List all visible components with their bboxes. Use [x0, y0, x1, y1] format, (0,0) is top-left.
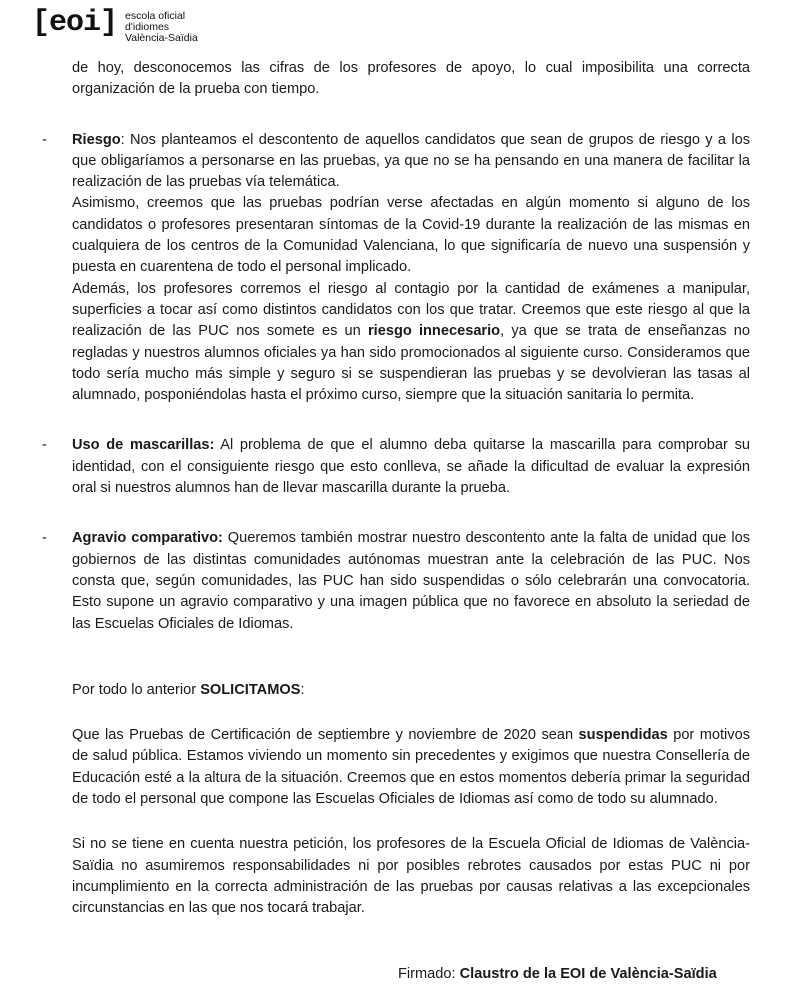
- solicitamos-prefix: Por todo lo anterior: [72, 681, 201, 698]
- riesgo-title: Riesgo: [72, 131, 121, 148]
- solicitamos-suffix: :: [300, 681, 305, 698]
- bullet-dash: -: [42, 131, 47, 148]
- riesgo-paragraph-2: [72, 193, 750, 278]
- agravio-text: Queremos también mostrar nuestro descontento ante la falta de unidad que los gobiernos de las distintas comunidades autónomas muestran ante la celebración de las PUC. Nos consta que, según comunidades, las PUC han sido suspendidas o sólo celebrarán una convocatoria. Esto supone un agravio comparativo y una imagen pública que no favorece en absoluto la seriedad de las Escuelas Oficiales de Idiomas.: [72, 530, 750, 632]
- intro-paragraph: [72, 58, 750, 101]
- mascarillas-title: Uso de mascarillas:: [72, 437, 215, 454]
- riesgo-text-3b: , ya que se trata de enseñanzas no regladas y nuestros alumnos oficiales ya han sido promocionados al siguiente curso. Consideramos que todo sería mucho más simple y seguro si se suspendieran las pruebas y se devolvieran las tasas al alumnado, posponiéndolas hasta el próximo curso, siempre que la situación sanitaria lo permita.: [72, 323, 750, 404]
- document-body: [42, 58, 751, 920]
- closing-paragraph: [72, 834, 750, 919]
- logo-line-2: d'idiomes: [125, 21, 170, 33]
- bullet-dash: -: [42, 437, 47, 454]
- agravio-paragraph: [72, 528, 750, 634]
- section-agravio: [42, 528, 750, 634]
- section-mascarillas: [42, 435, 750, 499]
- closing-text: Si no se tiene en cuenta nuestra petición, los profesores de la Escuela Oficial de Idiomas de València-Saïdia no asumiremos responsabilidades ni por posibles rebrotes causados por estas PUC ni por incumplimiento en la correcta administración de las pruebas por causas relativas a las excepcionales circunstancias en las que nos tocará trabajar.: [72, 836, 750, 917]
- intro-text: de hoy, desconocemos las cifras de los profesores de apoyo, lo cual imposibilita una correcta organización de la prueba con tiempo.: [72, 60, 750, 98]
- request-text-1: Que las Pruebas de Certificación de septiembre y noviembre de 2020 sean: [72, 727, 579, 744]
- eoi-logo: [32, 8, 198, 44]
- request-text-2: por motivos de salud pública. Estamos viviendo un momento sin precedentes y exigimos que nuestra Consellería de Educación esté a la altura de la situación. Creemos que en estos momentos debería primar la seguridad de todo el personal que compone las Escuelas Oficiales de Idiomas así como de todo su alumnado.: [72, 727, 751, 808]
- signature-line: [398, 964, 717, 985]
- mascarillas-text: Al problema de que el alumno deba quitarse la mascarilla para comprobar su identidad, con el consiguiente riesgo que esto conlleva, se añade la dificultad de evaluar la expresión oral si nuestros alumnos han de llevar mascarilla durante la prueba.: [72, 437, 750, 497]
- agravio-title: Agravio comparativo:: [72, 530, 223, 547]
- request-paragraph: [72, 725, 750, 810]
- riesgo-text-3a: Además, los profesores corremos el riesgo al contagio por la cantidad de exámenes a manipular, superficies a tocar así como distintos candidatos con los que tratar. Creemos que este riesgo al que la realización de las PUC nos somete es un: [72, 280, 750, 340]
- riesgo-paragraph-1: [72, 130, 750, 194]
- section-riesgo: [42, 130, 750, 407]
- signature-label: Firmado:: [398, 966, 460, 982]
- suspendidas-bold: suspendidas: [578, 727, 668, 744]
- solicitamos-line: [72, 680, 750, 701]
- riesgo-paragraph-3: [72, 279, 750, 407]
- logo-text: [125, 8, 198, 44]
- riesgo-text-1: : Nos planteamos el descontento de aquellos candidatos que sean de grupos de riesgo y a los que obligaríamos a personarse en las pruebas, ya que no se ha pensando en una manera de facilitar la realización de las pruebas vía telemática.: [72, 131, 750, 191]
- riesgo-text-2: Asimismo, creemos que las pruebas podrían verse afectadas en algún momento si alguno de los candidatos o profesores presentaran síntomas de la Covid-19 durante la realización de las mismas en cualquiera de los centros de la Comunidad Valenciana, lo que significaría de nuevo una suspensión y puesta en cuarentena de todo el personal implicado.: [72, 195, 750, 276]
- logo-line-3: València-Saïdia: [125, 32, 198, 44]
- signature-signer: Claustro de la EOI de València-Saïdia: [459, 966, 717, 982]
- logo-mark: [eoi]: [32, 6, 118, 40]
- bullet-dash: -: [42, 530, 47, 547]
- logo-line-1: escola oficial: [125, 10, 186, 22]
- mascarillas-paragraph: [72, 435, 750, 499]
- riesgo-innecesario-bold: riesgo innecesario: [367, 323, 501, 340]
- solicitamos-bold: SOLICITAMOS: [200, 681, 301, 698]
